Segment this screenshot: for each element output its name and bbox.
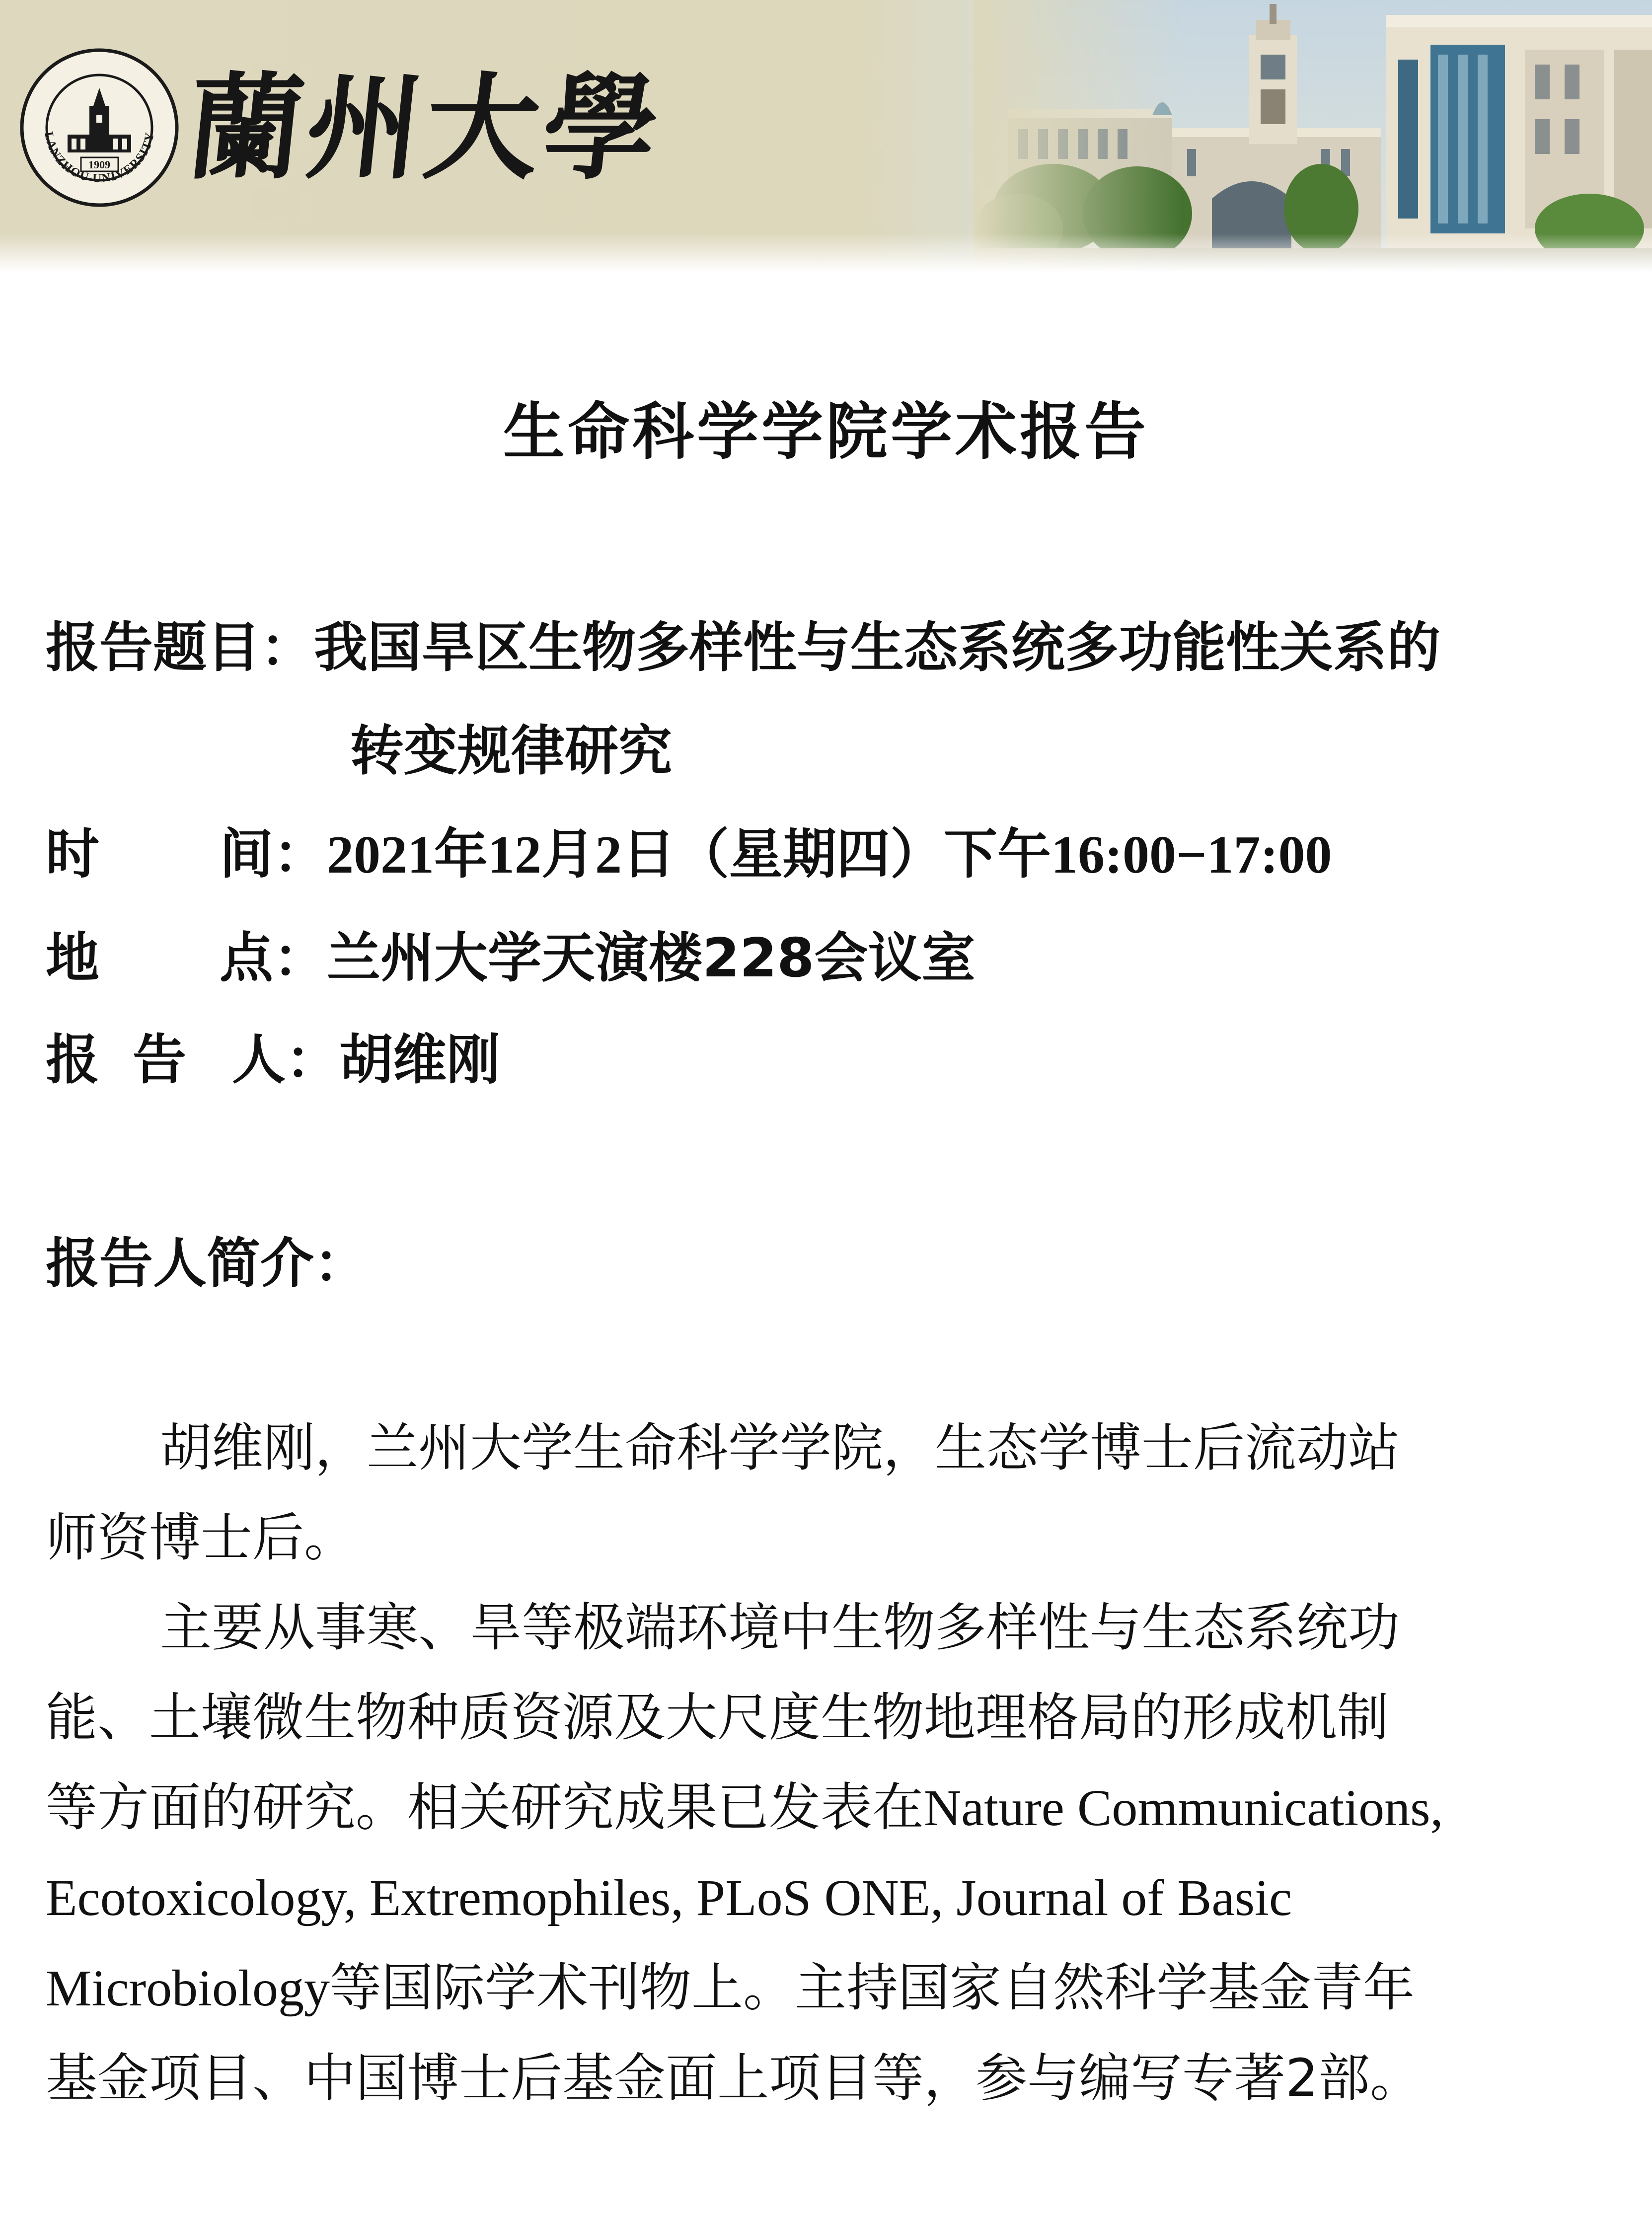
university-calligraphy-logo: 蘭州大學 (181, 61, 669, 195)
seal-year: 1909 (88, 158, 110, 171)
topic-row (46, 616, 1440, 680)
topic-label: 报告题目： (46, 617, 314, 679)
speaker-label-b: 告 (133, 1029, 187, 1091)
bio-p2-line3a: 等方面的研究。相关研究成果已发表在 (46, 1777, 924, 1838)
topic-value-line1: 我国旱区生物多样性与生态系统多功能性关系的 (314, 617, 1441, 679)
topic-row-cont (350, 719, 672, 784)
speaker-value: 胡维刚 (339, 1029, 501, 1091)
place-label-b: 点： (220, 927, 327, 989)
bio-p2-line5a: Microbiology (46, 1960, 330, 2017)
bio-paragraph-2 (46, 1583, 1615, 2123)
speaker-label-a: 报 (46, 1029, 100, 1091)
campus-buildings-image (974, 0, 1652, 272)
time-value: 2021年12月2日（星期四）下午16:00−17:00 (327, 825, 1332, 885)
bio-heading: 报告人简介： (46, 1233, 368, 1295)
place-value: 兰州大学天演楼228会议室 (327, 927, 976, 989)
bio-p1-line2: 师资博士后。 (46, 1507, 356, 1568)
place-label-a: 地 (46, 927, 100, 989)
bio-p2-line6: 基金项目、中国博士后基金面上项目等，参与编写专著2部。 (46, 2048, 1422, 2108)
page-title: 生命科学学院学术报告 (503, 396, 1149, 468)
time-label-b: 间： (220, 823, 327, 886)
banner-fade (0, 233, 1652, 272)
university-seal-logo (19, 47, 180, 209)
bio-p1-line1: 胡维刚，兰州大学生命科学学院，生态学博士后流动站 (160, 1417, 1400, 1478)
bio-p2-line2: 能、土壤微生物种质资源及大尺度生物地理格局的形成机制 (46, 1687, 1389, 1748)
speaker-label-c: 人： (232, 1029, 340, 1091)
bio-p2-line3b: Nature Communications, (924, 1779, 1443, 1837)
place-row (46, 926, 975, 991)
time-row (46, 822, 1332, 887)
bio-paragraph-1 (46, 1403, 1615, 1583)
bio-p2-line1: 主要从事寒、旱等极端环境中生物多样性与生态系统功 (160, 1597, 1400, 1658)
bio-p2-line5b: 等国际学术刊物上。主持国家自然科学基金青年 (329, 1957, 1415, 2018)
bio-p2-line4: Ecotoxicology, Extremophiles, PLoS ONE, Journal of Basic (46, 1869, 1292, 1926)
topic-value-line2: 转变规律研究 (350, 720, 673, 782)
seal-university-name: LANZHOU UNIVERSITY (42, 131, 157, 186)
speaker-row (46, 1028, 500, 1093)
header-banner (0, 0, 1652, 272)
time-label-a: 时 (46, 823, 100, 886)
